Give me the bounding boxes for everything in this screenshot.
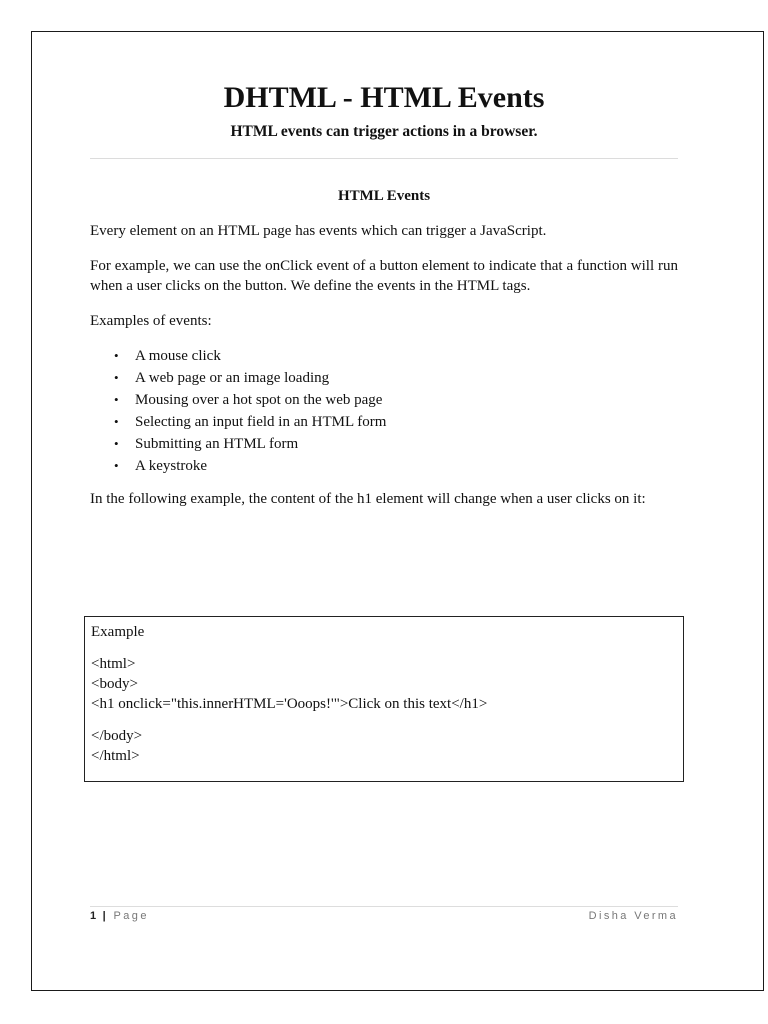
bullet-icon: • [114, 458, 119, 473]
footer-separator: | [102, 910, 109, 922]
list-item-text: Mousing over a hot spot on the web page [135, 392, 383, 408]
list-item [114, 389, 678, 411]
code-line: <body> [91, 676, 138, 692]
paragraph-onclick: For example, we can use the onClick event of a button element to indicate that a function will run when a user clicks on the button. We define the events in the HTML tags. [90, 258, 678, 294]
list-item-text: Submitting an HTML form [135, 436, 299, 452]
code-line: <h1 onclick="this.innerHTML='Ooops!'">Click on this text</h1> [91, 696, 488, 712]
bullet-icon: • [114, 392, 119, 407]
section-heading: HTML Events [337, 188, 431, 204]
events-list [90, 345, 678, 477]
code-line: </html> [91, 748, 140, 764]
list-item [114, 367, 678, 389]
document-title: DHTML - HTML Events [223, 81, 545, 114]
paragraph-example-intro: In the following example, the content of the h1 element will change when a user clicks on it: [90, 491, 646, 507]
document-subtitle: HTML events can trigger actions in a browser. [230, 123, 538, 140]
bullet-icon: • [114, 414, 119, 429]
code-line: <html> [91, 656, 136, 672]
list-item-text: A keystroke [135, 458, 208, 474]
list-item [114, 411, 678, 433]
bullet-icon: • [114, 436, 119, 451]
list-item [114, 433, 678, 455]
footer-author: Disha Verma [588, 910, 678, 922]
bullet-icon: • [114, 370, 119, 385]
list-item [114, 345, 678, 367]
document-body [90, 81, 678, 509]
list-item [114, 455, 678, 477]
page-label: Page [113, 910, 149, 922]
code-line: </body> [91, 728, 143, 744]
example-label: Example [91, 624, 145, 640]
list-item-text: A mouse click [135, 348, 221, 364]
code-block-close [91, 726, 677, 766]
paragraph-intro: Every element on an HTML page has events which can trigger a JavaScript. [90, 223, 547, 239]
list-item-text: Selecting an input field in an HTML form [135, 414, 387, 430]
header-divider [90, 158, 678, 159]
footer-divider [90, 906, 678, 907]
footer-page-info [90, 910, 149, 922]
code-block-open [91, 654, 677, 714]
list-item-text: A web page or an image loading [135, 370, 330, 386]
page-number: 1 [90, 910, 98, 922]
page-footer [90, 910, 678, 928]
paragraph-examples-heading: Examples of events: [90, 313, 212, 329]
bullet-icon: • [114, 348, 119, 363]
example-code-box [84, 616, 684, 782]
